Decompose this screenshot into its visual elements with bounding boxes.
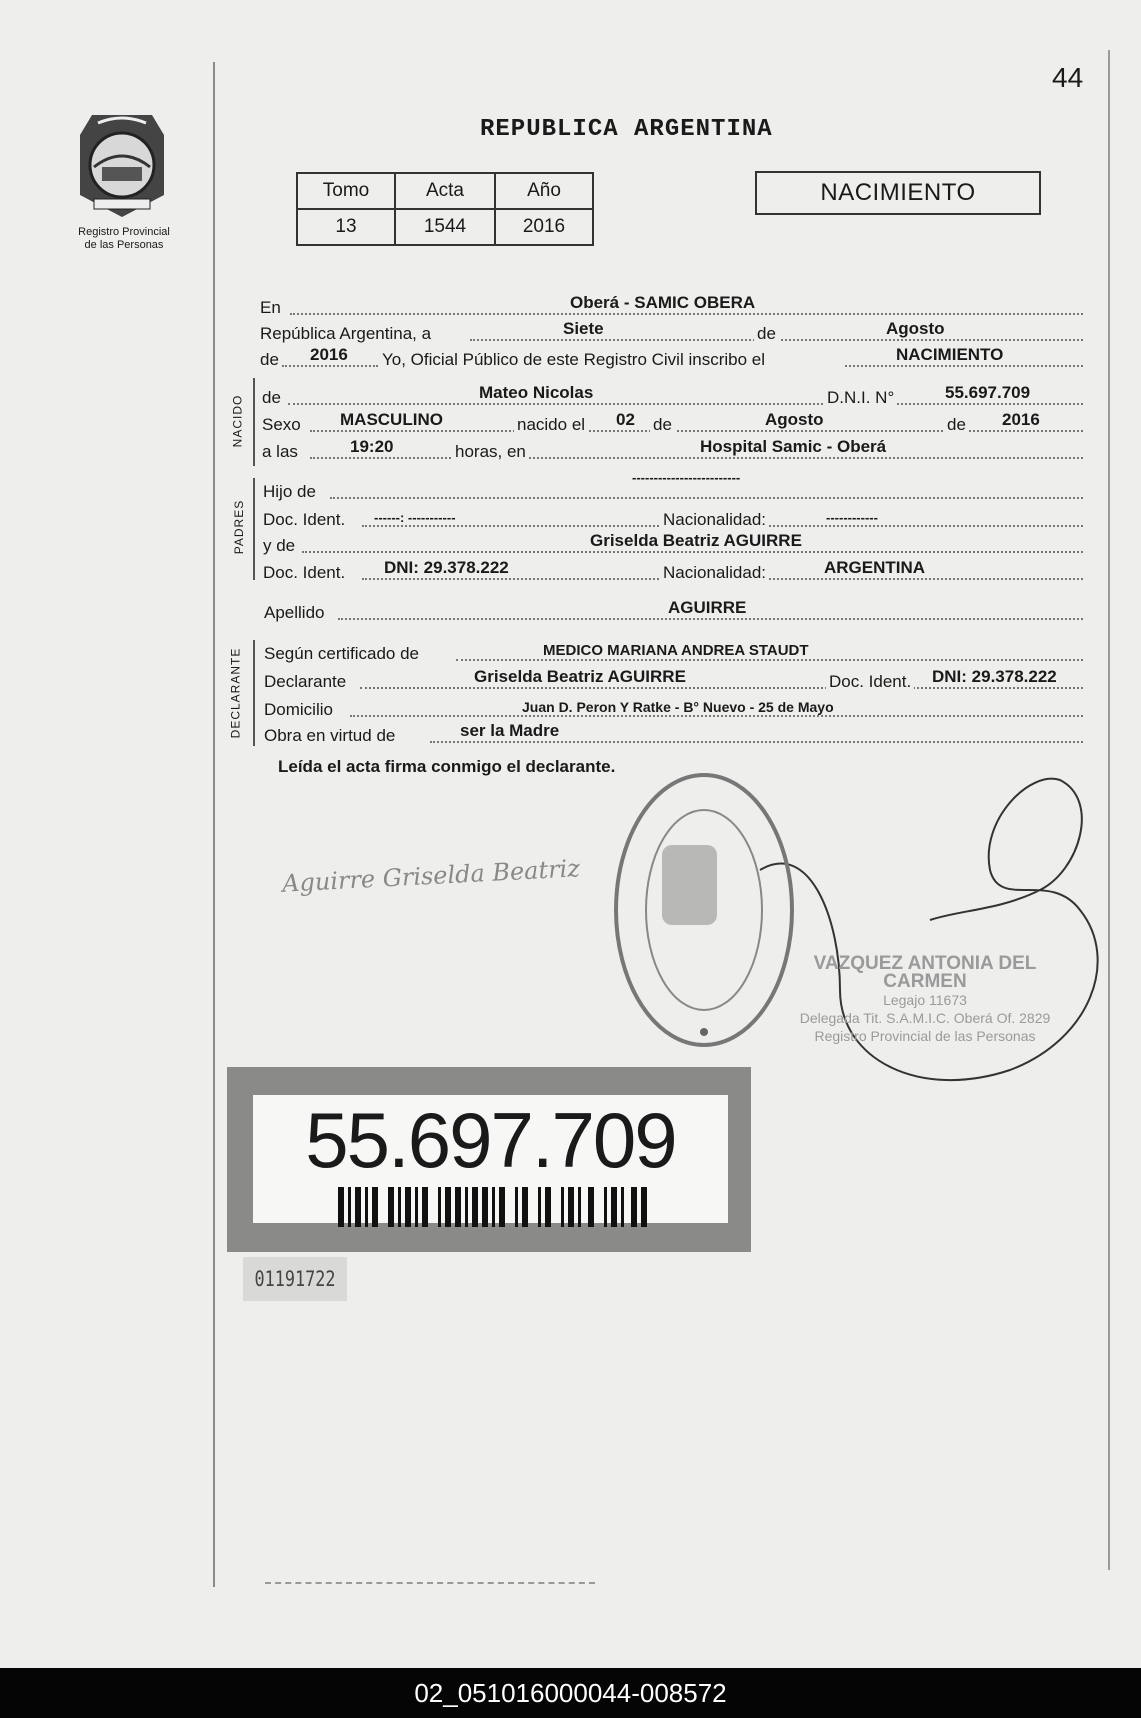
- label-en: En: [260, 298, 281, 317]
- label-doc-ident: Doc. Ident.: [263, 510, 346, 529]
- label-dni: D.N.I. N°: [824, 388, 897, 408]
- officer-name: VAZQUEZ ANTONIA DEL CARMEN: [813, 953, 1037, 992]
- label-republica: República Argentina, a: [260, 324, 432, 343]
- anio-header: Año: [495, 173, 593, 209]
- provincial-crest-logo: [72, 105, 172, 225]
- declarante-bracket: [253, 640, 255, 746]
- nacido-bracket: [253, 378, 255, 466]
- label-apellido: Apellido: [264, 603, 325, 622]
- dni-label-sticker: [227, 1067, 751, 1252]
- registry-label-line2: de las Personas: [84, 239, 164, 251]
- row-sexo: [260, 409, 1083, 435]
- dotted-line: [360, 687, 1083, 689]
- dotted-line: [338, 618, 1083, 620]
- registry-stamp: [612, 770, 797, 1050]
- label-nacionalidad: Nacionalidad:: [660, 510, 769, 530]
- row-obra: [260, 720, 1083, 746]
- value-mother-nationality: ARGENTINA: [824, 558, 926, 577]
- value-child-name: Mateo Nicolas: [479, 383, 594, 402]
- registry-label: [52, 226, 196, 252]
- dotted-line: [310, 457, 1083, 459]
- row-en: [260, 292, 1083, 318]
- dotted-line: [845, 365, 1083, 367]
- value-certificado: MEDICO MARIANA ANDREA STAUDT: [543, 642, 809, 659]
- page-number: 44: [1052, 62, 1084, 93]
- label-doc-ident: Doc. Ident.: [263, 563, 346, 582]
- row-y-de: [260, 530, 1083, 556]
- serial-number: 01191722: [243, 1257, 347, 1301]
- closing-statement: Leída el acta firma conmigo el declarante.: [278, 757, 616, 776]
- bottom-dashed-line: [265, 1582, 595, 1584]
- row-republica: [260, 318, 1083, 344]
- declarante-section-label: DECLARANTE: [228, 647, 243, 739]
- value-mother: Griselda Beatriz AGUIRRE: [590, 531, 802, 550]
- value-obra: ser la Madre: [460, 721, 560, 740]
- row-statement: [260, 344, 1083, 370]
- row-apellido: [260, 597, 1083, 623]
- value-mother-doc: DNI: 29.378.222: [384, 558, 509, 577]
- reference-table: [296, 172, 594, 246]
- row-hijo-de: [260, 470, 1083, 502]
- officer-registry: Registro Provincial de las Personas: [814, 1028, 1036, 1044]
- barcode-icon: [338, 1187, 648, 1227]
- record-type-box: NACIMIENTO: [755, 171, 1041, 215]
- scan-filename-footer: 02_051016000044-008572: [0, 1668, 1141, 1718]
- value-father: -------------------------: [632, 470, 741, 485]
- label-horas-en: horas, en: [452, 442, 529, 462]
- officer-legajo: Legajo 11673: [883, 992, 967, 1008]
- label-sexo: Sexo: [262, 415, 301, 434]
- label-a-las: a las: [262, 442, 298, 461]
- row-certificado: [260, 638, 1083, 664]
- row-domicilio: [260, 694, 1083, 720]
- value-place: Oberá - SAMIC OBERA: [570, 293, 756, 312]
- dotted-line: [302, 551, 1083, 553]
- label-de2: de: [260, 350, 279, 369]
- label-statement: Yo, Oficial Público de este Registro Civil inscribo el: [382, 350, 765, 369]
- value-birth-place: Hospital Samic - Oberá: [700, 437, 887, 456]
- country-title: REPUBLICA ARGENTINA: [480, 116, 773, 143]
- label-certificado: Según certificado de: [264, 644, 419, 663]
- label-doc-ident: Doc. Ident.: [826, 672, 914, 692]
- value-apellido: AGUIRRE: [668, 598, 747, 617]
- value-birth-month: Agosto: [765, 410, 824, 429]
- dotted-line: [456, 659, 1083, 661]
- value-birth-year: 2016: [1002, 410, 1040, 429]
- registry-label-line1: Registro Provincial: [78, 226, 170, 238]
- dotted-line: [288, 403, 1083, 405]
- acta-header: Acta: [395, 173, 495, 209]
- dotted-line: [350, 715, 1083, 717]
- value-time: 19:20: [350, 437, 394, 456]
- label-nacido-el: nacido el: [514, 415, 588, 435]
- padres-bracket: [253, 478, 255, 580]
- label-de: de: [650, 415, 675, 435]
- value-year: 2016: [310, 345, 348, 364]
- row-hora: [260, 436, 1083, 462]
- value-declarante-doc: DNI: 29.378.222: [932, 667, 1057, 686]
- nacido-section-label: NACIDO: [230, 394, 245, 448]
- officer-position: Delegada Tit. S.A.M.I.C. Oberá Of. 2829: [799, 1010, 1051, 1026]
- value-day: Siete: [563, 319, 604, 338]
- row-mother-doc: [260, 557, 1083, 583]
- dotted-line: [330, 497, 1083, 499]
- value-father-doc: ------: -----------: [374, 510, 456, 525]
- label-obra: Obra en virtud de: [264, 726, 396, 745]
- officer-stamp: [790, 955, 1060, 1045]
- dni-label-inner: [253, 1095, 728, 1223]
- dotted-line: [290, 313, 1083, 315]
- label-de: de: [262, 388, 281, 407]
- value-month: Agosto: [886, 319, 945, 338]
- label-de: de: [944, 415, 969, 435]
- label-nacionalidad: Nacionalidad:: [660, 563, 769, 583]
- row-declarante: [260, 666, 1083, 692]
- dotted-line: [430, 741, 1083, 743]
- row-father-doc: [260, 504, 1083, 530]
- left-margin-line: [213, 62, 215, 1587]
- dotted-line: [282, 365, 378, 367]
- value-event: NACIMIENTO: [896, 345, 1004, 364]
- anio-value: 2016: [495, 209, 593, 245]
- value-domicilio: Juan D. Peron Y Ratke - B° Nuevo - 25 de Mayo: [522, 699, 834, 715]
- value-declarante-name: Griselda Beatriz AGUIRRE: [474, 667, 686, 686]
- value-birth-day: 02: [616, 410, 635, 429]
- label-declarante: Declarante: [264, 672, 347, 691]
- tomo-header: Tomo: [297, 173, 395, 209]
- padres-section-label: PADRES: [232, 499, 247, 555]
- value-father-nationality: ------------: [826, 510, 878, 525]
- tomo-value: 13: [297, 209, 395, 245]
- label-y-de: y de: [263, 536, 296, 555]
- value-sexo: MASCULINO: [340, 410, 443, 429]
- acta-value: 1544: [395, 209, 495, 245]
- label-de: de: [754, 324, 779, 344]
- row-nacido-name: [260, 382, 1083, 408]
- dni-label-number: 55.697.709: [305, 1096, 676, 1184]
- label-domicilio: Domicilio: [264, 700, 333, 719]
- value-child-dni: 55.697.709: [945, 383, 1031, 402]
- declarant-signature: Aguirre Griselda Beatriz: [281, 854, 581, 898]
- label-hijo-de: Hijo de: [263, 482, 316, 501]
